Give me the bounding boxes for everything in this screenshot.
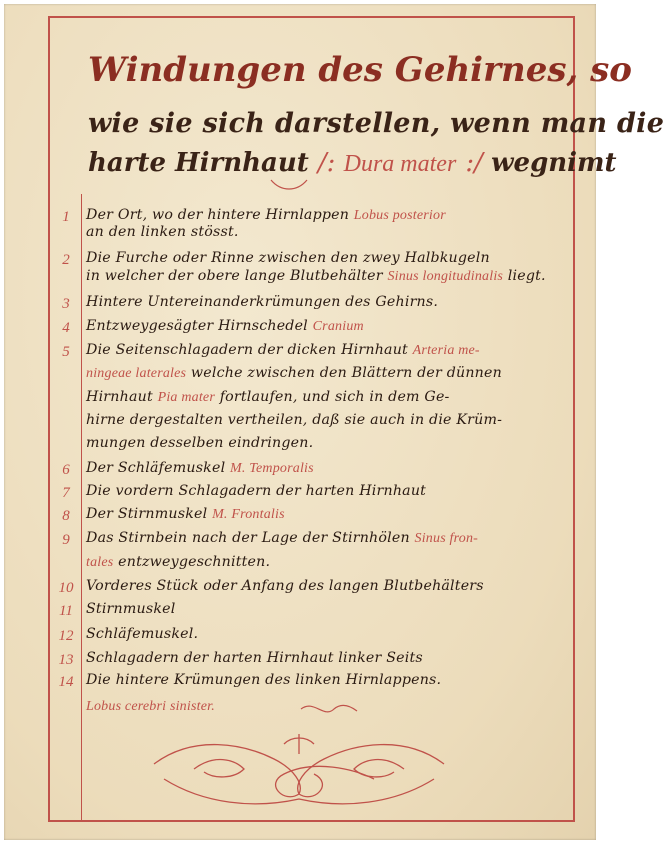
title-line-3: harte Hirnhaut /: Dura mater :/ wegnimt [88,148,617,178]
german-text: Die Seitenschlagadern der dicken Hirnhaut [86,342,413,358]
title-line-3-suffix: wegnimt [491,148,617,178]
entry-line [86,435,313,451]
entry-line [86,554,270,571]
title-line-1: Windungen des Gehirnes, so [88,50,632,90]
german-text: fortlaufen, und sich in dem Ge- [214,389,450,405]
german-text: liegt. [503,268,546,284]
latin-term: Lobus posterior [353,208,446,223]
german-text: Hintere Untereinanderkrümungen des Gehirns. [86,294,439,310]
entry-line [86,268,546,285]
german-text: an den linken stösst. [86,224,239,240]
entry-line [86,650,423,666]
entry-line [86,626,198,642]
entry-number: 1 [62,209,70,225]
latin-term: Pia mater [157,390,215,405]
entry-number: 13 [58,652,74,668]
german-text: Der Ort, wo der hintere Hirnlappen [86,207,354,223]
entry-line [86,342,480,359]
entry-line [86,250,490,266]
entry-number: 5 [62,344,70,360]
german-text: hirne dergestalten vertheilen, daß sie auch in die Krüm- [86,412,503,428]
german-text: Die hintere Krümungen des linken Hirnlappens. [86,672,442,688]
margin-rule [81,194,82,822]
entry-line [86,578,484,594]
entry-line [86,530,478,547]
latin-term: Sinus longitudinalis [387,269,504,284]
title-underline-flourish-icon [269,174,309,194]
german-text: Stirnmuskel [86,601,176,617]
entry-number: 4 [62,320,70,336]
ornamental-flourish-icon [134,724,464,814]
german-text: entzweygeschnitten. [113,554,271,570]
latin-term: M. Temporalis [230,461,314,476]
latin-term: Arteria me- [412,343,480,358]
entry-line [86,506,285,523]
entry-line [86,318,364,335]
german-text: Entzweygesägter Hirnschedel [86,318,313,334]
end-flourish-icon [299,699,359,719]
latin-term: Cranium [312,319,364,334]
entry-line [86,365,502,382]
german-text: Schlagadern der harten Hirnhaut linker Seits [86,650,423,666]
entry-line [86,483,426,499]
entry-number: 8 [62,508,70,524]
entry-line [86,460,314,477]
german-text: Die vordern Schlagadern der harten Hirnhaut [86,483,427,499]
entry-number: 14 [58,674,74,690]
entry-line [86,224,239,240]
title-line-2: wie sie sich darstellen, wenn man die [88,108,664,139]
manuscript-page [4,4,664,840]
german-text: Der Stirnmuskel [86,506,213,522]
german-text: Hirnhaut [86,389,158,405]
german-text: Das Stirnbein nach der Lage der Stirnhölen [86,530,415,546]
entry-number: 9 [62,532,70,548]
title-latin-dura-mater: Dura mater [343,151,457,177]
entry-line [86,294,438,310]
german-text: mungen desselben eindringen. [86,435,314,451]
entry-line [86,412,502,428]
entry-line [86,207,446,224]
latin-term: ningeae laterales [86,366,187,381]
latin-term: Lobus cerebri sinister. [86,699,215,714]
german-text: welche zwischen den Blättern der dünnen [186,365,502,381]
entry-number: 3 [62,296,70,312]
entry-number: 7 [62,485,70,501]
german-text: Schläfemuskel. [86,626,199,642]
entry-line [86,389,450,406]
german-text: Vorderes Stück oder Anfang des langen Blutbehälters [86,578,484,594]
entry-number: 12 [58,628,74,644]
german-text: in welcher der obere lange Blutbehälter [86,268,388,284]
entry-number: 2 [62,252,70,268]
entry-number: 10 [58,580,74,596]
latin-term: M. Frontalis [212,507,285,522]
german-text: Die Furche oder Rinne zwischen den zwey Halbkugeln [86,250,490,266]
entry-line [86,672,441,688]
latin-term: Sinus fron- [414,531,479,546]
entry-line [86,698,215,715]
entry-line [86,601,175,617]
entry-number: 6 [62,462,70,478]
latin-term: tales [86,555,114,570]
german-text: Der Schläfemuskel [86,460,231,476]
entry-number: 11 [59,603,73,619]
title-line-3-prefix: harte Hirnhaut [88,148,309,178]
